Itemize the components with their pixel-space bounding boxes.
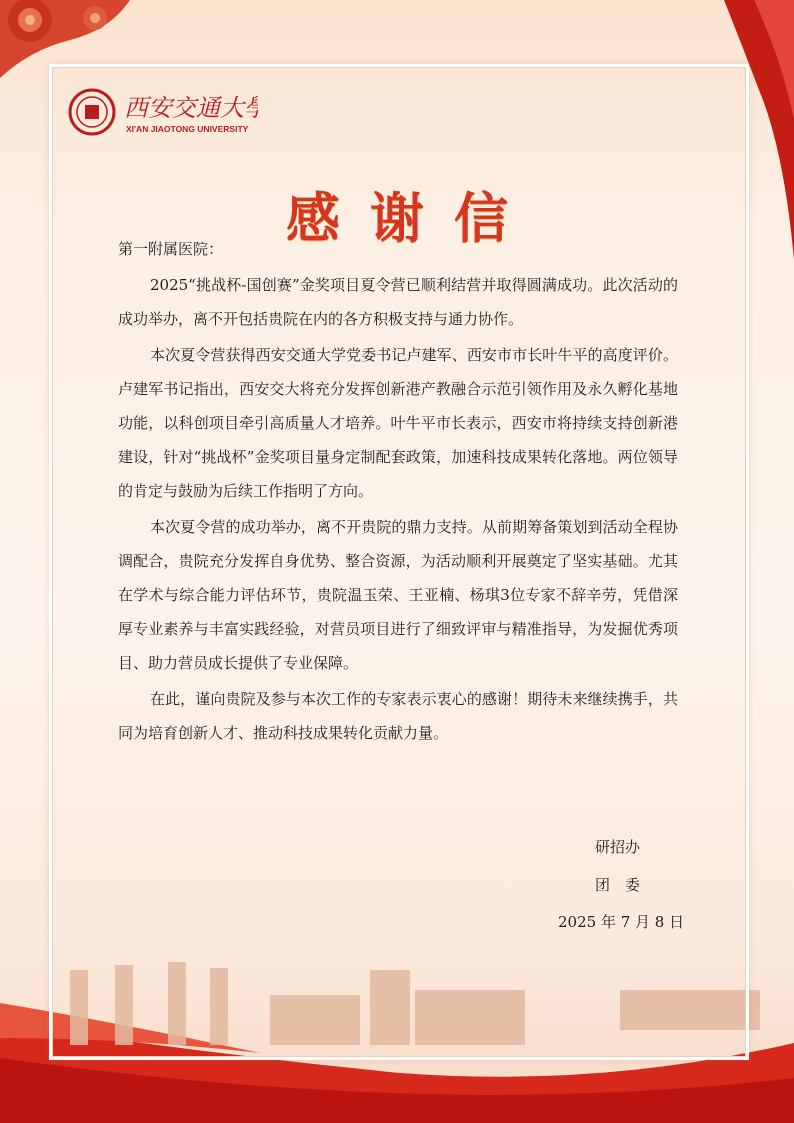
letter-salutation: 第一附属医院：	[118, 240, 224, 258]
letter-body	[118, 232, 678, 750]
letter-paragraph: 本次夏令营获得西安交通大学党委书记卢建军、西安市市长叶牛平的高度评价。卢建军书记指出，西安交大将充分发挥创新港产教融合示范引领作用及永久孵化基地功能，以科创项目牵引高质量人才培养。叶牛平市长表示，西安市将持续支持创新港建设，针对“挑战杯”金奖项目量身定制配套政策，加速科技成果转化落地。两位领导的肯定与鼓励为后续工作指明了方向。	[118, 346, 678, 500]
letter-paragraph: 在此，谨向贵院及参与本次工作的专家表示衷心的感谢！期待未来继续携手，共同为培育创新人才、推动科技成果转化贡献力量。	[118, 690, 678, 742]
university-name-en-logotype: XI'AN JIAOTONG UNIVERSITY	[126, 124, 249, 134]
letter-date: 2025 年 7 月 8 日	[558, 913, 685, 931]
letter-paragraph: 本次夏令营的成功举办，离不开贵院的鼎力支持。从前期筹备策划到活动全程协调配合，贵院充分发挥自身优势、整合资源，为活动顺利开展奠定了坚实基础。尤其在学术与综合能力评估环节，贵院温玉荣、王亚楠、杨琪3位专家不辞辛劳，凭借深厚专业素养与丰富实践经验，对营员项目进行了细致评审与精准指导，为发掘优秀项目、助力营员成长提供了专业保障。	[118, 518, 678, 672]
university-name-logotype: 西安交通大學	[124, 94, 258, 122]
letter-paragraph: 2025“挑战杯-国创赛”金奖项目夏令营已顺利结营并取得圆满成功。此次活动的成功举办，离不开包括贵院在内的各方积极支持与通力协作。	[118, 276, 678, 328]
signatory-youth-league: 团 委	[595, 876, 641, 894]
university-emblem-icon	[68, 86, 258, 138]
letter-title: 感谢信	[286, 187, 538, 251]
university-logo	[68, 86, 258, 138]
signatory-admissions-office: 研招办	[595, 838, 641, 856]
